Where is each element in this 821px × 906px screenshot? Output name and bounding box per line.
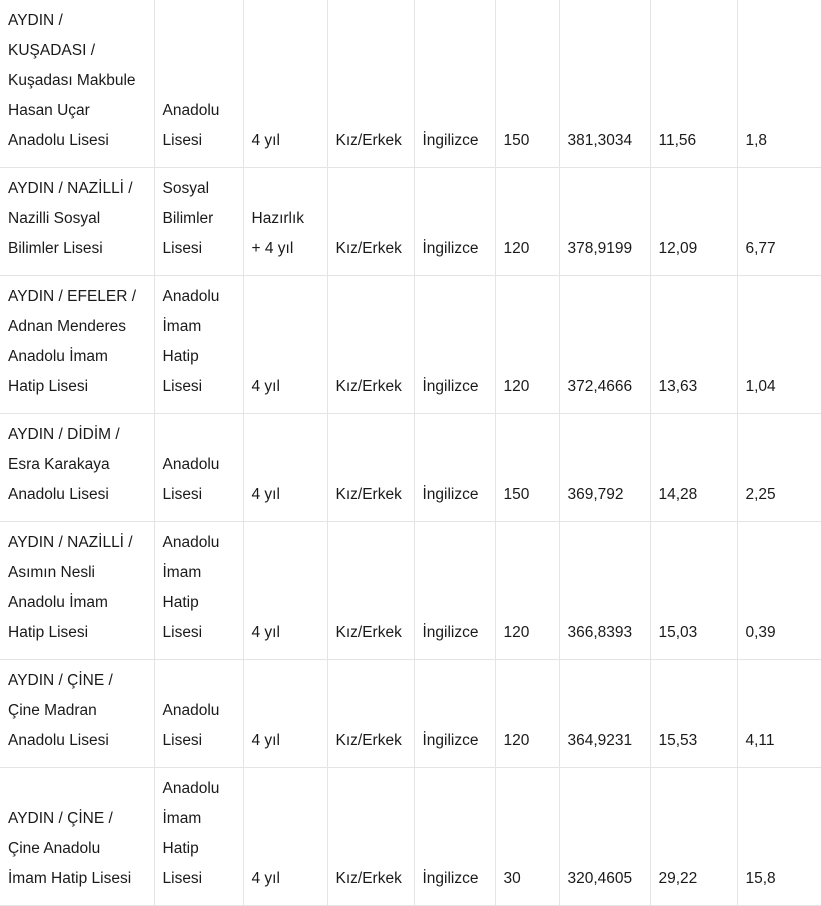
duration-cell: [243, 276, 327, 414]
duration-cell-line: 4 yıl: [251, 132, 280, 149]
school-name-cell-line: AYDIN / NAZİLLİ /: [8, 534, 133, 551]
percentile-cell: 14,28: [650, 414, 737, 522]
school-type-cell-line: Lisesi: [162, 132, 203, 149]
quota-cell: 120: [495, 168, 559, 276]
school-type-cell-line: Anadolu: [162, 534, 220, 551]
school-type-cell-line: Anadolu: [162, 780, 220, 797]
school-type-cell-line: Hatip: [162, 840, 199, 857]
school-name-cell-line: Esra Karakaya: [8, 456, 110, 473]
school-name-cell-line: Adnan Menderes: [8, 318, 127, 335]
language-cell: İngilizce: [414, 414, 495, 522]
percentile-cell: 29,22: [650, 768, 737, 906]
duration-cell: [243, 0, 327, 168]
duration-cell-line: 4 yıl: [251, 378, 280, 395]
school-type-cell-line: Hatip: [162, 348, 199, 365]
school-name-cell: [0, 414, 154, 522]
quota-cell: 150: [495, 414, 559, 522]
score-cell: 369,792: [559, 414, 650, 522]
gender-cell: Kız/Erkek: [327, 768, 414, 906]
duration-cell-line: + 4 yıl: [251, 240, 294, 257]
language-cell: İngilizce: [414, 768, 495, 906]
school-name-cell-line: Hasan Uçar: [8, 102, 90, 119]
duration-cell-line: 4 yıl: [251, 870, 280, 887]
quota-cell: 120: [495, 522, 559, 660]
school-name-cell-line: Bilimler Lisesi: [8, 240, 103, 257]
school-name-cell-line: Nazilli Sosyal: [8, 210, 101, 227]
language-cell: İngilizce: [414, 168, 495, 276]
language-cell: İngilizce: [414, 0, 495, 168]
table-row: [0, 168, 821, 276]
extra-cell: 4,11: [737, 660, 821, 768]
school-name-cell-line: Kuşadası Makbule: [8, 72, 136, 89]
school-type-cell: [154, 276, 243, 414]
duration-cell-line: 4 yıl: [251, 732, 280, 749]
school-type-cell: [154, 660, 243, 768]
duration-cell-line: 4 yıl: [251, 624, 280, 641]
school-name-cell-line: AYDIN /: [8, 12, 63, 29]
extra-cell: 6,77: [737, 168, 821, 276]
school-name-cell-line: AYDIN / EFELER /: [8, 288, 137, 305]
gender-cell: Kız/Erkek: [327, 276, 414, 414]
duration-cell: [243, 168, 327, 276]
school-name-cell: [0, 0, 154, 168]
school-name-cell-line: Anadolu Lisesi: [8, 132, 109, 149]
school-type-cell-line: Hatip: [162, 594, 199, 611]
score-cell: 366,8393: [559, 522, 650, 660]
duration-cell: [243, 660, 327, 768]
score-cell: 381,3034: [559, 0, 650, 168]
language-cell: İngilizce: [414, 660, 495, 768]
table-row: [0, 414, 821, 522]
duration-cell-line: Hazırlık: [251, 210, 305, 227]
school-name-cell-line: AYDIN / ÇİNE /: [8, 672, 113, 689]
gender-cell: Kız/Erkek: [327, 0, 414, 168]
quota-cell: 120: [495, 276, 559, 414]
school-type-cell-line: Lisesi: [162, 624, 203, 641]
duration-cell: [243, 414, 327, 522]
school-type-cell-line: Anadolu: [162, 456, 220, 473]
school-name-cell-line: AYDIN / DİDİM /: [8, 426, 120, 443]
school-name-cell-line: Hatip Lisesi: [8, 378, 89, 395]
percentile-cell: 15,03: [650, 522, 737, 660]
school-type-cell: [154, 168, 243, 276]
school-type-cell-line: İmam: [162, 564, 202, 581]
school-type-cell-line: Anadolu: [162, 702, 220, 719]
table-row: [0, 522, 821, 660]
school-name-cell: [0, 768, 154, 906]
percentile-cell: 11,56: [650, 0, 737, 168]
school-name-cell-line: AYDIN / NAZİLLİ /: [8, 180, 133, 197]
school-name-cell-line: Anadolu İmam: [8, 594, 108, 611]
extra-cell: 1,8: [737, 0, 821, 168]
school-type-cell-line: Bilimler: [162, 210, 214, 227]
percentile-cell: 12,09: [650, 168, 737, 276]
school-type-cell-line: Anadolu: [162, 102, 220, 119]
quota-cell: 30: [495, 768, 559, 906]
extra-cell: 2,25: [737, 414, 821, 522]
table-row: [0, 768, 821, 906]
score-cell: 372,4666: [559, 276, 650, 414]
score-cell: 364,9231: [559, 660, 650, 768]
school-name-cell-line: AYDIN / ÇİNE /: [8, 810, 113, 827]
quota-cell: 120: [495, 660, 559, 768]
extra-cell: 15,8: [737, 768, 821, 906]
school-name-cell-line: Anadolu Lisesi: [8, 732, 109, 749]
school-name-cell-line: Anadolu İmam: [8, 348, 108, 365]
school-name-cell-line: İmam Hatip Lisesi: [8, 870, 132, 887]
school-type-cell-line: Lisesi: [162, 486, 203, 503]
school-type-cell: [154, 0, 243, 168]
score-cell: 320,4605: [559, 768, 650, 906]
table-row: [0, 0, 821, 168]
school-type-cell: [154, 414, 243, 522]
table-row: [0, 660, 821, 768]
school-name-cell-line: Çine Madran: [8, 702, 97, 719]
school-name-cell: [0, 276, 154, 414]
extra-cell: 0,39: [737, 522, 821, 660]
school-type-cell: [154, 768, 243, 906]
school-type-cell-line: Lisesi: [162, 378, 203, 395]
score-cell: 378,9199: [559, 168, 650, 276]
duration-cell: [243, 522, 327, 660]
extra-cell: 1,04: [737, 276, 821, 414]
school-type-cell-line: İmam: [162, 318, 202, 335]
duration-cell-line: 4 yıl: [251, 486, 280, 503]
table-row: [0, 276, 821, 414]
gender-cell: Kız/Erkek: [327, 522, 414, 660]
percentile-cell: 13,63: [650, 276, 737, 414]
school-name-cell-line: Anadolu Lisesi: [8, 486, 109, 503]
school-name-cell: [0, 168, 154, 276]
school-name-cell-line: Çine Anadolu: [8, 840, 101, 857]
gender-cell: Kız/Erkek: [327, 414, 414, 522]
school-type-cell-line: Lisesi: [162, 870, 203, 887]
quota-cell: 150: [495, 0, 559, 168]
school-name-cell-line: KUŞADASI /: [8, 42, 95, 59]
school-type-cell-line: İmam: [162, 810, 202, 827]
gender-cell: Kız/Erkek: [327, 168, 414, 276]
school-name-cell-line: Hatip Lisesi: [8, 624, 89, 641]
language-cell: İngilizce: [414, 276, 495, 414]
school-type-cell: [154, 522, 243, 660]
language-cell: İngilizce: [414, 522, 495, 660]
school-type-cell-line: Lisesi: [162, 732, 203, 749]
school-name-cell: [0, 522, 154, 660]
school-type-cell-line: Anadolu: [162, 288, 220, 305]
duration-cell: [243, 768, 327, 906]
school-name-cell-line: Asımın Nesli: [8, 564, 95, 581]
gender-cell: Kız/Erkek: [327, 660, 414, 768]
school-type-cell-line: Lisesi: [162, 240, 203, 257]
school-name-cell: [0, 660, 154, 768]
school-type-cell-line: Sosyal: [162, 180, 210, 197]
percentile-cell: 15,53: [650, 660, 737, 768]
